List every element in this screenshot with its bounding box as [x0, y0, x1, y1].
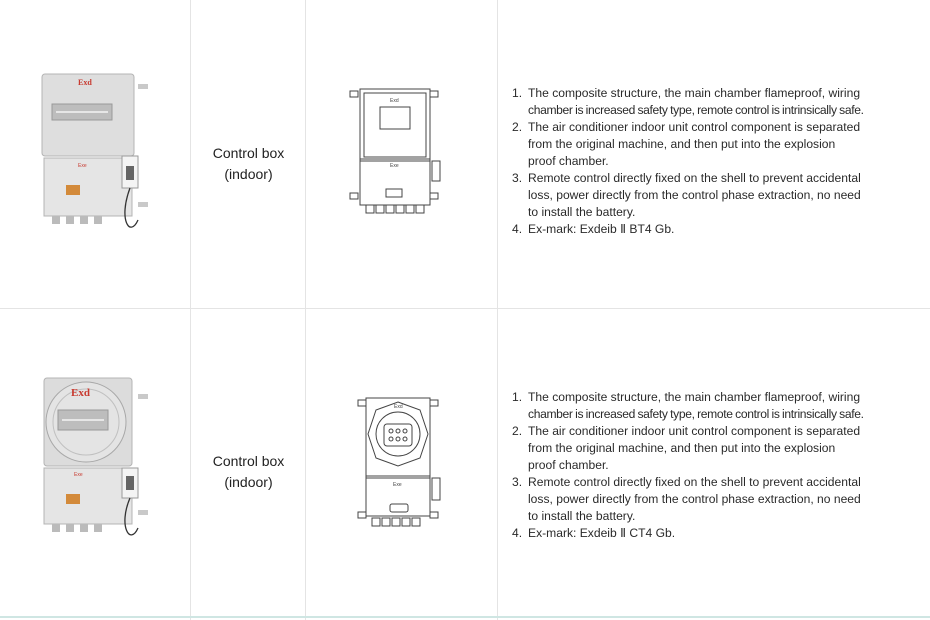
technical-drawing	[348, 85, 448, 225]
product-label	[191, 451, 306, 493]
feature-item: 4. Ex-mark: Exdeib Ⅱ CT4 Gb.	[512, 526, 676, 540]
product-name: Control box	[212, 453, 285, 469]
table-row	[0, 0, 930, 308]
feature-list	[512, 85, 904, 238]
control-box-photo	[38, 376, 150, 546]
exe-stamp: Exe	[74, 472, 83, 478]
exd-stamp: Exd	[78, 78, 92, 87]
drawing-exe-label: Exe	[390, 163, 399, 169]
product-location: (indoor)	[224, 474, 273, 490]
drawing-exd-label: Exd	[394, 404, 403, 410]
exd-stamp: Exd	[71, 387, 90, 399]
technical-drawing	[348, 396, 448, 536]
product-label	[191, 143, 306, 185]
feature-item: 1. The composite structure, the main chamber flameproof, wiring chamber is increased safety type, remote control is intrinsically safe.	[512, 390, 864, 421]
product-location: (indoor)	[224, 166, 273, 182]
drawing-exe-label: Exe	[393, 482, 402, 488]
feature-item: 2. The air conditioner indoor unit control component is separated from the original machine, and then put into the explosion proof chamber.	[512, 120, 861, 168]
product-name: Control box	[212, 145, 285, 161]
bottom-border	[0, 616, 930, 618]
feature-item: 1. The composite structure, the main chamber flameproof, wiring chamber is increased safety type, remote control is intrinsically safe.	[512, 86, 864, 117]
control-box-photo	[38, 70, 150, 240]
drawing-exd-label: Exd	[390, 98, 399, 104]
feature-item: 2. The air conditioner indoor unit control component is separated from the original machine, and then put into the explosion proof chamber.	[512, 424, 861, 472]
feature-list	[512, 389, 904, 542]
table-row	[0, 308, 930, 616]
feature-item: 3. Remote control directly fixed on the shell to prevent accidental loss, power directly from the control phase extraction, no need to install the battery.	[512, 171, 861, 219]
feature-item: 3. Remote control directly fixed on the shell to prevent accidental loss, power directly from the control phase extraction, no need to install the battery.	[512, 475, 861, 523]
exe-stamp: Exe	[78, 163, 87, 169]
feature-item: 4. Ex-mark: Exdeib Ⅱ BT4 Gb.	[512, 222, 675, 236]
